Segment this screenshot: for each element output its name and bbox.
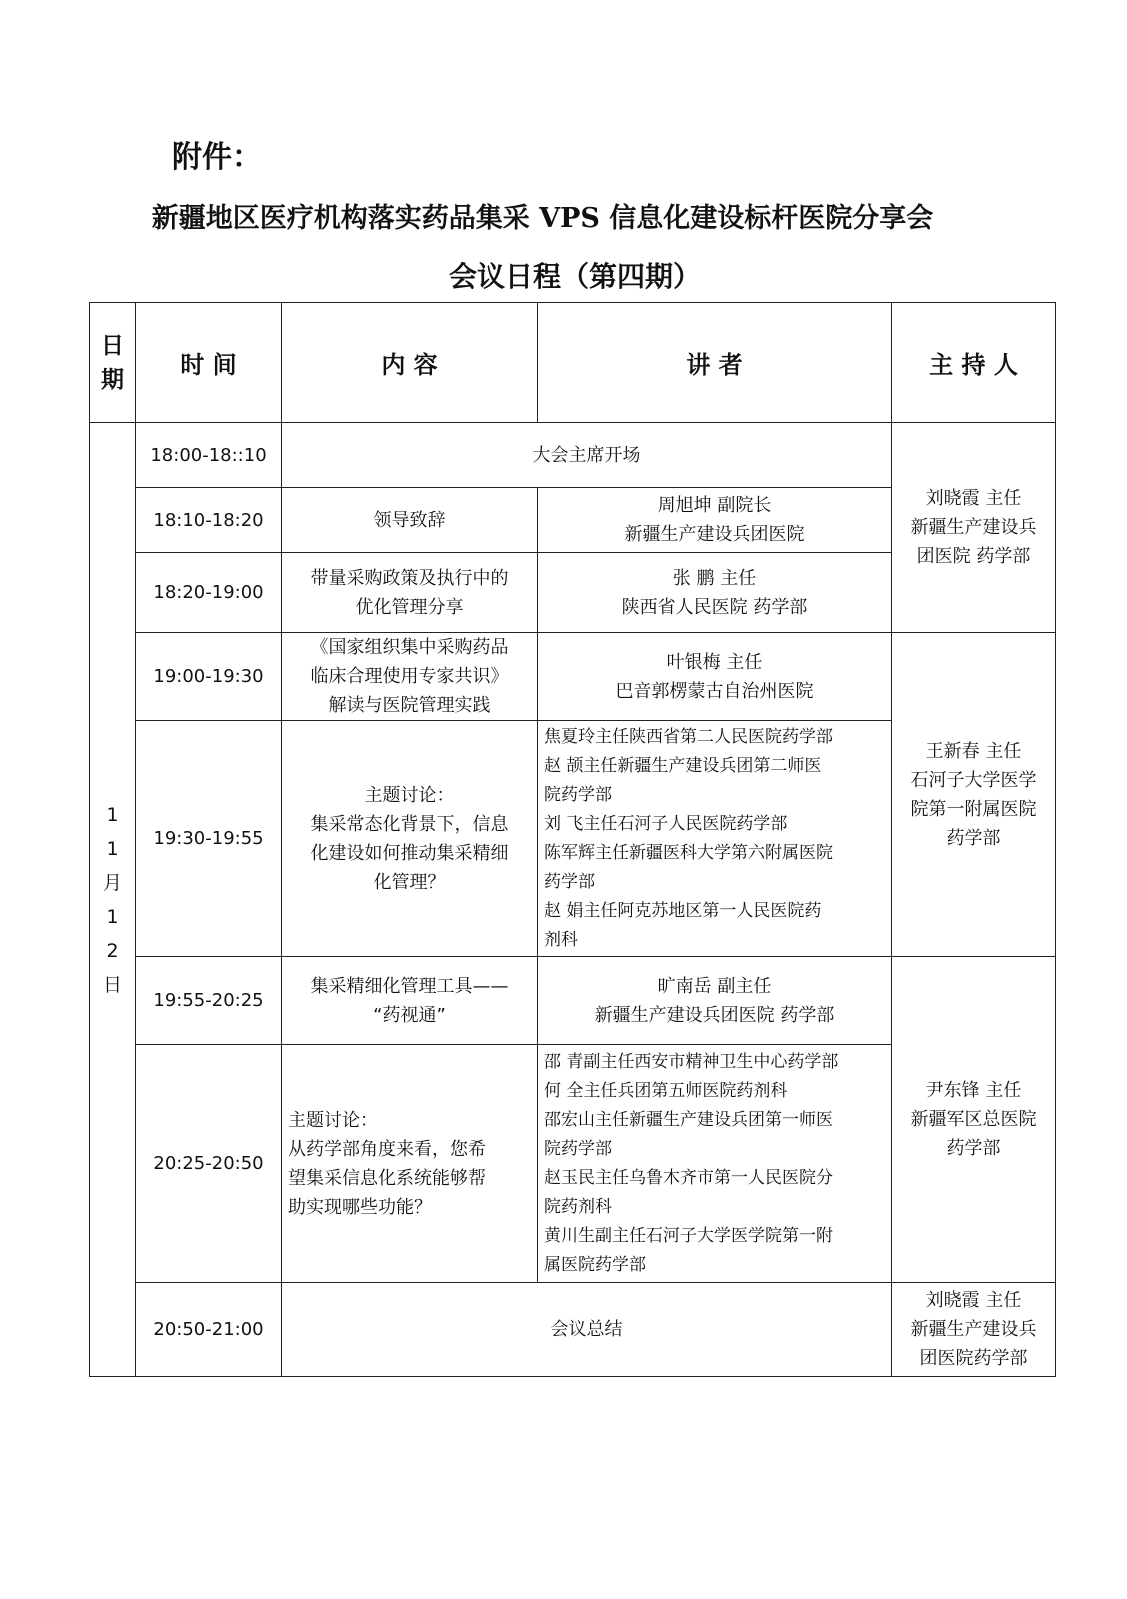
header-content: 内 容: [282, 303, 538, 423]
speaker-line: 药学部: [544, 871, 595, 892]
content-line: 集采精细化管理工具——: [310, 975, 509, 997]
speaker-line: 黄川生副主任石河子大学医学院第一附: [544, 1225, 833, 1246]
host-line: 新疆军区总医院: [910, 1109, 1037, 1130]
schedule-table: [89, 302, 1056, 1377]
speaker-line: 何 全主任兵团第五师医院药剂科: [544, 1080, 788, 1101]
speaker-cell: [538, 721, 892, 957]
speaker-line: 旷南岳 副主任: [657, 975, 772, 997]
host-line: 新疆生产建设兵: [910, 517, 1037, 538]
content-line: 优化管理分享: [355, 596, 464, 618]
speaker-line: 陕西省人民医院 药学部: [621, 596, 808, 618]
speaker-line: 邵 青副主任西安市精神卫生中心药学部: [544, 1051, 839, 1072]
time-cell: 18:10-18:20: [136, 488, 282, 553]
time-cell: 20:25-20:50: [136, 1045, 282, 1283]
speaker-line: 院药剂科: [544, 1196, 612, 1217]
time-cell: 19:55-20:25: [136, 957, 282, 1045]
content-line: 临床合理使用专家共识》: [310, 666, 509, 687]
date-cell: [90, 423, 136, 1377]
host-line: 团医院药学部: [919, 1348, 1028, 1369]
content-line: 化建设如何推动集采精细: [310, 842, 509, 864]
host-cell: [892, 423, 1056, 633]
speaker-line: 叶银梅 主任: [666, 651, 763, 673]
speaker-cell: [538, 1045, 892, 1283]
host-line: 石河子大学医学: [910, 769, 1037, 791]
content-line: 化管理？: [373, 871, 446, 893]
host-line: 尹东锋 主任: [925, 1080, 1022, 1101]
content-cell: [282, 553, 538, 633]
content-line: “药视通”: [373, 1004, 446, 1026]
speaker-line: 新疆生产建设兵团医院 药学部: [594, 1004, 835, 1026]
speaker-line: 赵 颉主任新疆生产建设兵团第二师医: [544, 755, 822, 776]
speaker-line: 院药学部: [544, 1138, 612, 1159]
content-line: 主题讨论：: [288, 1109, 378, 1131]
speaker-line: 巴音郭楞蒙古自治州医院: [615, 680, 814, 702]
content-line: 集采常态化背景下，信息: [310, 813, 509, 835]
host-line: 院第一附属医院: [910, 798, 1037, 820]
host-cell: [892, 957, 1056, 1283]
content-line: 助实现哪些功能？: [288, 1196, 432, 1218]
speaker-line: 周旭坤 副院长: [657, 495, 772, 516]
host-line: 刘晓霞 主任: [925, 1290, 1022, 1311]
host-cell: [892, 633, 1056, 957]
time-cell: 19:30-19:55: [136, 721, 282, 957]
table-row: [90, 423, 1056, 488]
table-row: [90, 1283, 1056, 1377]
content-cell: [282, 957, 538, 1045]
header-time: 时 间: [136, 303, 282, 423]
host-line: 新疆生产建设兵: [910, 1319, 1037, 1340]
speaker-line: 剂科: [544, 929, 578, 950]
speaker-line: 焦夏玲主任陕西省第二人民医院药学部: [544, 726, 833, 747]
content-cell: 领导致辞: [282, 488, 538, 553]
header-host: 主 持 人: [892, 303, 1056, 423]
speaker-cell: [538, 957, 892, 1045]
time-cell: 18:00-18::10: [136, 423, 282, 488]
time-cell: 19:00-19:30: [136, 633, 282, 721]
speaker-line: 属医院药学部: [544, 1254, 646, 1275]
host-line: 药学部: [946, 827, 1001, 849]
host-cell: [892, 1283, 1056, 1377]
speaker-line: 邵宏山主任新疆生产建设兵团第一师医: [544, 1109, 833, 1130]
table-row: [90, 957, 1056, 1045]
content-cell: [282, 721, 538, 957]
content-cell: [282, 633, 538, 721]
speaker-line: 刘 飞主任石河子人民医院药学部: [544, 813, 788, 834]
date-text: 11月12日: [102, 803, 122, 996]
speaker-cell: [538, 633, 892, 721]
header-row: [90, 303, 1056, 423]
host-line: 团医院 药学部: [916, 546, 1031, 567]
attachment-label: 附件：: [172, 140, 262, 175]
content-line: 《国家组织集中采购药品: [310, 637, 509, 658]
header-date: [90, 303, 136, 423]
header-speaker: 讲 者: [538, 303, 892, 423]
speaker-cell: [538, 488, 892, 553]
speaker-line: 赵玉民主任乌鲁木齐市第一人民医院分: [544, 1167, 833, 1188]
content-cell: 会议总结: [282, 1283, 892, 1377]
content-line: 带量采购政策及执行中的: [310, 567, 509, 589]
document-subtitle: 会议日程（第四期）: [448, 260, 701, 293]
speaker-cell: [538, 553, 892, 633]
host-line: 王新春 主任: [925, 740, 1022, 762]
speaker-line: 新疆生产建设兵团医院: [624, 524, 805, 545]
content-line: 解读与医院管理实践: [328, 695, 491, 716]
header-date-text: 日期: [101, 332, 124, 393]
table-row: [90, 633, 1056, 721]
content-line: 望集采信息化系统能够帮: [288, 1167, 486, 1189]
host-line: 药学部: [946, 1138, 1001, 1159]
content-cell: 大会主席开场: [282, 423, 892, 488]
speaker-line: 陈军辉主任新疆医科大学第六附属医院: [544, 842, 833, 863]
speaker-line: 张 鹏 主任: [672, 567, 757, 589]
document-title: 新疆地区医疗机构落实药品集采 VPS 信息化建设标杆医院分享会: [151, 203, 934, 234]
speaker-line: 赵 娟主任阿克苏地区第一人民医院药: [544, 900, 822, 921]
content-line: 从药学部角度来看，您希: [288, 1138, 486, 1160]
time-cell: 18:20-19:00: [136, 553, 282, 633]
content-line: 主题讨论：: [364, 784, 455, 806]
time-cell: 20:50-21:00: [136, 1283, 282, 1377]
host-line: 刘晓霞 主任: [925, 488, 1022, 509]
content-cell: [282, 1045, 538, 1283]
speaker-line: 院药学部: [544, 784, 612, 805]
